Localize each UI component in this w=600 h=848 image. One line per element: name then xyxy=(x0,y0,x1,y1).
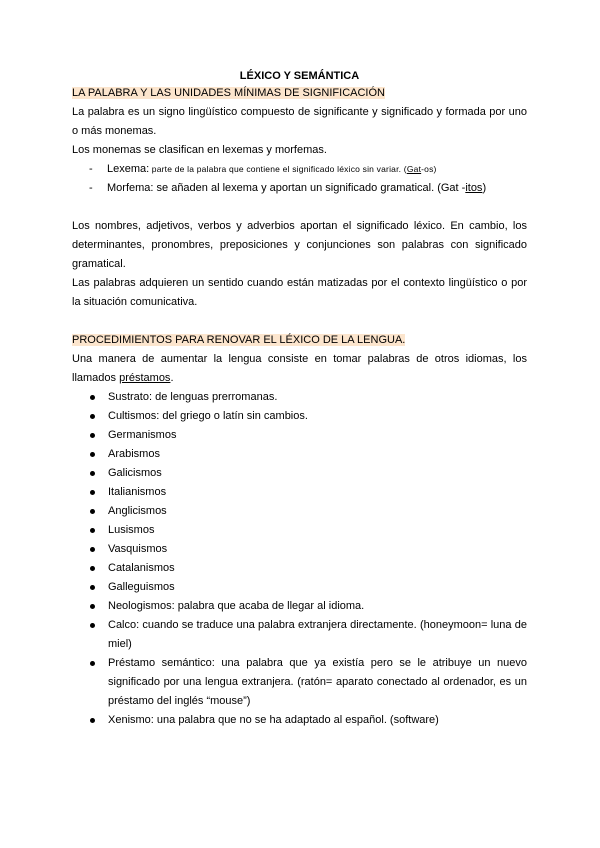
list-item xyxy=(72,616,527,654)
spacer xyxy=(72,312,527,331)
list-item xyxy=(72,654,527,711)
list-item xyxy=(72,407,527,426)
bullet-icon xyxy=(90,509,95,514)
morfema-text: se añaden al lexema y aportan un significado gramatical. (Gat - xyxy=(153,182,466,194)
list-item xyxy=(72,578,527,597)
morfema-example: itos xyxy=(465,182,483,194)
section1-para3: Las palabras adquieren un sentido cuando están matizadas por el contexto lingüístico o por la situación comunicativa. xyxy=(72,277,527,308)
document-page xyxy=(72,68,527,730)
list-item-morfema xyxy=(72,179,527,198)
section2-heading: PROCEDIMIENTOS PARA RENOVAR EL LÉXICO DE LA LENGUA. xyxy=(72,334,406,346)
loanword-types-list xyxy=(72,388,527,730)
morfema-example-rest: ) xyxy=(482,182,487,194)
bullet-icon xyxy=(90,471,95,476)
list-item-text: Galleguismos xyxy=(108,581,175,593)
section1-heading-row xyxy=(72,84,527,103)
list-item xyxy=(72,559,527,578)
bullet-icon xyxy=(90,718,95,723)
bullet-icon xyxy=(90,433,95,438)
list-item-text: Vasquismos xyxy=(108,543,168,555)
list-item-text: Galicismos xyxy=(108,467,162,479)
page-title: LÉXICO Y SEMÁNTICA xyxy=(239,70,360,82)
section1-intro: La palabra es un signo lingüístico compuesto de significante y significado y formada por uno o más monemas. xyxy=(72,106,527,137)
list-item xyxy=(72,464,527,483)
morfema-label: Morfema: xyxy=(107,182,154,194)
list-item-text: Anglicismos xyxy=(108,505,167,517)
list-item-text: Cultismos: del griego o latín sin cambios. xyxy=(108,410,308,422)
section1-heading: LA PALABRA Y LAS UNIDADES MÍNIMAS DE SIGNIFICACIÓN xyxy=(72,87,385,99)
bullet-icon xyxy=(90,623,95,628)
list-item xyxy=(72,426,527,445)
section2-intro xyxy=(72,350,527,388)
list-item-text: Arabismos xyxy=(108,448,160,460)
section1-para2: Los nombres, adjetivos, verbos y adverbios aportan el significado léxico. En cambio, los determinantes, pronombres, preposiciones y conjunciones son palabras con significado gramatical. xyxy=(72,220,527,270)
bullet-icon xyxy=(90,452,95,457)
list-item-text: Italianismos xyxy=(108,486,167,498)
monema-types-list xyxy=(72,160,527,198)
bullet-icon xyxy=(90,528,95,533)
bullet-icon xyxy=(90,585,95,590)
list-item-text: Sustrato: de lenguas prerromanas. xyxy=(108,391,278,403)
list-item-lexema xyxy=(72,160,527,179)
bullet-icon xyxy=(90,490,95,495)
bullet-icon xyxy=(90,414,95,419)
list-item-text: Germanismos xyxy=(108,429,177,441)
list-item xyxy=(72,483,527,502)
prestamos-term: préstamos xyxy=(119,372,171,384)
list-item-text: Catalanismos xyxy=(108,562,175,574)
lexema-example-rest: -os) xyxy=(421,164,437,174)
dash-marker: - xyxy=(89,163,93,175)
list-item xyxy=(72,711,527,730)
list-item-text: Xenismo: una palabra que no se ha adaptado al español. (software) xyxy=(108,714,439,726)
list-item xyxy=(72,445,527,464)
section2-heading-row xyxy=(72,331,527,350)
bullet-icon xyxy=(90,661,95,666)
list-item xyxy=(72,502,527,521)
bullet-icon xyxy=(90,566,95,571)
list-item xyxy=(72,597,527,616)
list-item-text: Préstamo semántico: una palabra que ya existía pero se le atribuye un nuevo significado por una lengua extranjera. (ratón= aparato conectado al ordenador, es un préstamo del inglés “mouse”) xyxy=(108,657,527,707)
bullet-icon xyxy=(90,547,95,552)
list-item xyxy=(72,388,527,407)
monemas-line: Los monemas se clasifican en lexemas y morfemas. xyxy=(72,144,327,156)
list-item xyxy=(72,521,527,540)
lexema-text: parte de la palabra que contiene el significado léxico sin variar. ( xyxy=(149,164,407,174)
lexema-label: Lexema: xyxy=(107,163,150,175)
section2-intro-end: . xyxy=(170,372,174,384)
bullet-icon xyxy=(90,604,95,609)
list-item xyxy=(72,540,527,559)
list-item-text: Neologismos: palabra que acaba de llegar al idioma. xyxy=(108,600,365,612)
list-item-text: Calco: cuando se traduce una palabra extranjera directamente. (honeymoon= luna de miel) xyxy=(108,619,527,650)
dash-marker: - xyxy=(89,182,93,194)
section2-intro-text: Una manera de aumentar la lengua consiste en tomar palabras de otros idiomas, los llamados xyxy=(72,353,527,384)
bullet-icon xyxy=(90,395,95,400)
list-item-text: Lusismos xyxy=(108,524,155,536)
lexema-example: Gat xyxy=(406,164,422,174)
spacer xyxy=(72,198,527,217)
